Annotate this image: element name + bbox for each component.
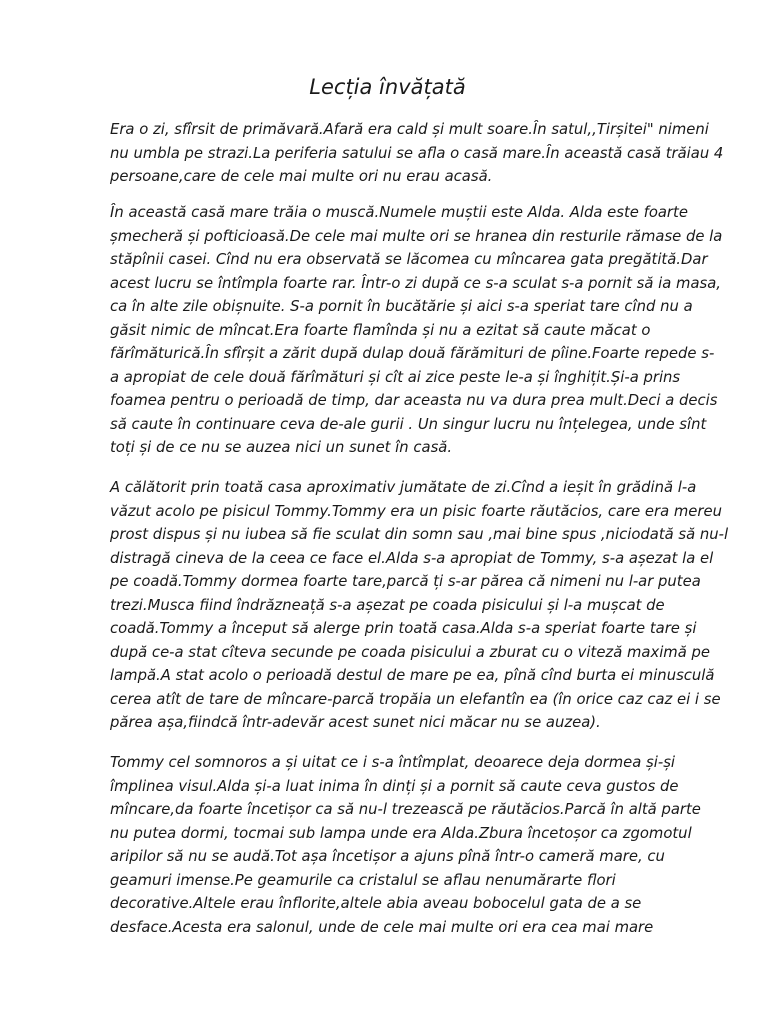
paragraph-3 bbox=[110, 476, 750, 735]
text-line: În această casă mare trăia o muscă.Numele muștii este Alda. Alda este foarte bbox=[110, 204, 688, 221]
document-title: Lecția învățată bbox=[309, 75, 466, 99]
text-line: A călătorit prin toată casa aproximativ jumătate de zi.Cînd a ieșit în grădină l-a bbox=[110, 479, 697, 496]
text-line: stăpînii casei. Cînd nu era observată se lăcomea cu mîncarea gata pregătită.Dar bbox=[110, 251, 708, 268]
text-line: persoane,care de cele mai multe ori nu erau acasă. bbox=[110, 168, 493, 185]
text-line: pe coadă.Tommy dormea foarte tare,parcă ți s-ar părea că nimeni nu l-ar putea bbox=[110, 573, 701, 590]
text-line: găsit nimic de mîncat.Era foarte flamînda și nu a ezitat să caute măcat o bbox=[110, 321, 651, 339]
text-line: aripilor să nu se audă.Tot așa încetișor a ajuns pînă într-o cameră mare, cu bbox=[110, 848, 665, 865]
paragraph-4 bbox=[110, 751, 750, 939]
text-line: prost dispus și nu iubea să fie sculat din somn sau ,mai bine spus ,niciodată să nu-l bbox=[110, 526, 729, 543]
text-line: cerea atît de tare de mîncare-parcă tropăia un elefantîn ea (în orice caz caz ei i se bbox=[110, 690, 721, 708]
text-line: decorative.Altele erau înflorite,altele abia aveau bobocelul gata de a se bbox=[110, 895, 642, 912]
text-line: coadă.Tommy a început să alerge prin toată casa.Alda s-a speriat foarte tare și bbox=[110, 620, 697, 637]
text-line: acest lucru se întîmpla foarte rar. Într-o zi după ce s-a sculat s-a pornit să ia masa, bbox=[110, 274, 721, 292]
text-line: șmecheră și pofticioasă.De cele mai multe ori se hranea din resturile rămase de la bbox=[110, 227, 723, 245]
text-line: lampă.A stat acolo o perioadă destul de mare pe ea, pînă cînd burta ei minusculă bbox=[110, 667, 715, 684]
text-line: să caute în continuare ceva de-ale gurii . Un singur lucru nu înțelegea, unde sînt bbox=[110, 415, 707, 433]
text-line: nu umbla pe strazi.La periferia satului se afla o casă mare.În această casă trăiau 4 bbox=[110, 144, 724, 162]
text-line: geamuri imense.Pe geamurile ca cristalul se aflau nenumărarte flori bbox=[110, 871, 616, 889]
text-line: ca în alte zile obișnuite. S-a pornit în bucătărie și aici s-a speriat tare cînd nu a bbox=[110, 298, 693, 315]
text-line: desface.Acesta era salonul, unde de cele mai multe ori era cea mai mare bbox=[110, 918, 654, 936]
paragraph-2 bbox=[110, 201, 750, 460]
text-line: fărîmăturică.În sfîrșit a zărit după dulap două fărămituri de pîine.Foarte repede s- bbox=[110, 345, 715, 362]
text-line: părea așa,fiindcă într-adevăr acest sunet nici măcar nu se auzea). bbox=[110, 714, 601, 731]
text-line: Tommy cel somnoros a și uitat ce i s-a întîmplat, deoarece deja dormea și-și bbox=[110, 754, 676, 771]
text-line: după ce-a stat cîteva secunde pe coada pisicului a zburat cu o viteză maximă pe bbox=[110, 643, 710, 661]
text-line: mîncare,da foarte încetișor ca să nu-l trezească pe răutăcios.Parcă în altă parte bbox=[110, 801, 701, 818]
text-line: trezi.Musca fiind îndrăzneață s-a așezat pe coada pisicului și l-a mușcat de bbox=[110, 596, 665, 614]
text-line: foamea pentru o perioadă de timp, dar aceasta nu va dura prea mult.Deci a decis bbox=[110, 392, 718, 409]
text-line: împlinea visul.Alda și-a luat inima în dinți și a pornit să caute ceva gustos de bbox=[110, 777, 679, 795]
text-line: distragă cineva de la ceea ce face el.Alda s-a apropiat de Tommy, s-a așezat la el bbox=[110, 549, 714, 567]
paragraph-1 bbox=[110, 118, 750, 189]
text-line: toți și de ce nu se auzea nici un sunet în casă. bbox=[110, 439, 453, 456]
text-line: văzut acolo pe pisicul Tommy.Tommy era un pisic foarte răutăcios, care era mereu bbox=[110, 502, 722, 520]
text-line: a apropiat de cele două fărîmături și cît ai zice peste le-a și înghițit.Și-a prins bbox=[110, 368, 681, 386]
text-line: Era o zi, sfîrsit de primăvară.Afară era cald și mult soare.În satul,,Tirșitei" nimeni bbox=[110, 121, 709, 138]
text-line: nu putea dormi, tocmai sub lampa unde era Alda.Zbura încetoșor ca zgomotul bbox=[110, 824, 692, 842]
document-page bbox=[110, 0, 730, 1024]
